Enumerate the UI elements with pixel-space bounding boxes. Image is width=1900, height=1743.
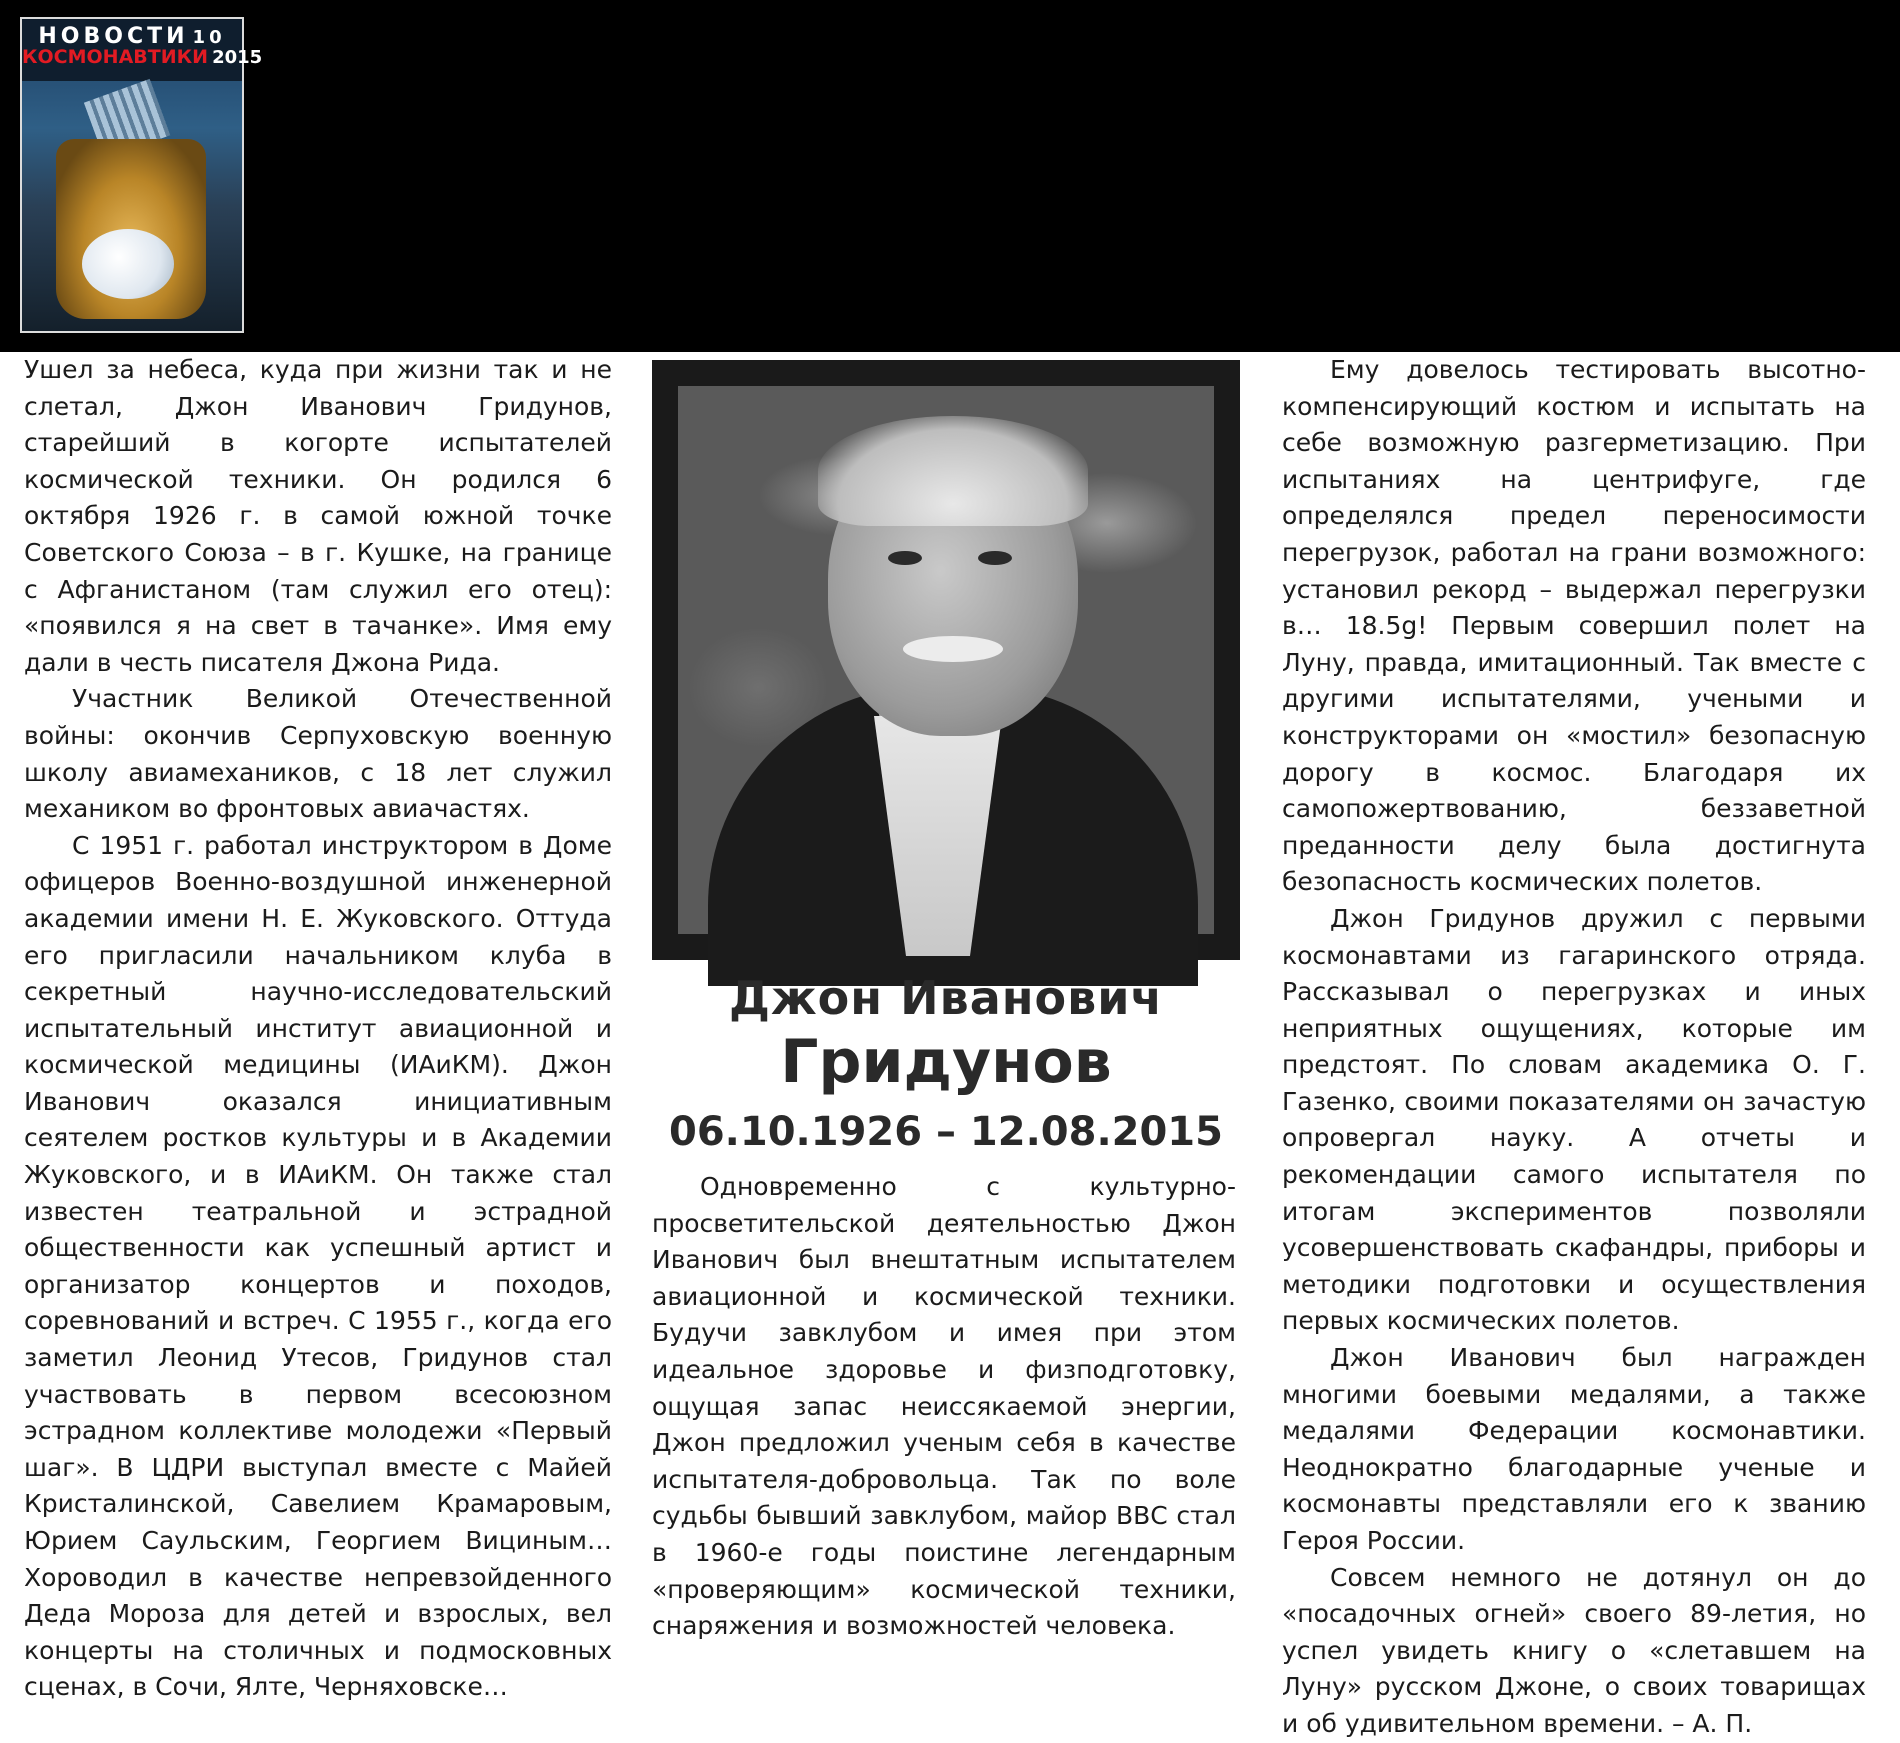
article-column-1 [24, 352, 612, 1706]
article-column-3 [1282, 352, 1866, 1743]
obituary-name-line2: Гридунов [780, 1027, 1112, 1097]
magazine-cover-thumbnail[interactable] [20, 17, 263, 333]
portrait-moustache [903, 636, 1003, 662]
obituary-dates: 06.10.1926 – 12.08.2015 [669, 1109, 1223, 1155]
cover-title-line1: НОВОСТИ [38, 24, 189, 49]
col3-paragraph-1: Ему довелось тестировать высотно-компенсирующий костюм и испытать на себе возможную разгерметизацию. При испытаниях на центрифуге, где определялся предел переносимости перегрузок, работал на грани возможного: установил рекорд – выдержал перегрузки в… 18.5g! Первым совершил полет на Луну, правда, имитационный. Так вместе с другими испытателями, учеными и конструкторами он «мостил» безопасную дорогу в космос. Благодаря их самопожертвованию, беззаветной преданности делу была достигнута безопасность космических полетов. [1282, 355, 1866, 897]
col3-paragraph-2: Джон Гридунов дружил с первыми космонавтами из гагаринского отряда. Рассказывал о перегрузках и иных неприятных ощущениях, которые им предстоят. По словам академика О. Г. Газенко, своими показателями он зачастую опровергал науку. А отчеты и рекомендации самого испытателя по итогам экспериментов позволяли усовершенствовать скафандры, приборы и методики подготовки и осуществления первых космических полетов. [1282, 903, 1866, 1336]
portrait-right-eye [978, 551, 1012, 565]
col3-paragraph-4: Совсем немного не дотянул он до «посадочных огней» своего 89-летия, но успел увидеть книгу о «слетавшем на Луну» русском Джоне, о своих товарищах и об удивительном времени. – А. П. [1282, 1562, 1866, 1738]
portrait-hair [818, 416, 1088, 526]
portrait-image [678, 386, 1214, 934]
col1-paragraph-2: Участник Великой Отечественной войны: окончив Серпуховскую военную школу авиамехаников, с 18 лет служил механиком во фронтовых авиачастях. [24, 684, 612, 824]
col2-paragraph-1: Одновременно с культурно-просветительской деятельностью Джон Иванович был внештатным испытателем авиационной и космической техники. Будучи завклубом и имея при этом идеальное здоровье и физподготовку, ощущая запас неиссякаемой энергии, Джон предложил ученым себя в качестве испытателя-добровольца. Так по воле судьбы бывший завклубом, майор ВВС стал в 1960-е годы поистине легендарным «проверяющим» космической техники, снаряжения и возможностей человека. [652, 1172, 1236, 1641]
cover-title-line2: КОСМОНАВТИКИ [22, 46, 209, 69]
col3-paragraph-3: Джон Иванович был награжден многими боевыми медалями, а также медалями Федерации космонавтики. Неоднократно благодарные ученые и космонавты представляли его к званию Героя России. [1282, 1343, 1866, 1555]
cover-spacecraft-dome-image [82, 229, 174, 299]
header-bar [0, 0, 1900, 352]
cover-issue: 10 [192, 27, 226, 48]
article-column-2 [652, 1169, 1236, 1645]
col1-paragraph-3: С 1951 г. работал инструктором в Доме офицеров Военно-воздушной инженерной академии имени Н. Е. Жуковского. Оттуда его пригласили начальником клуба в секретный научно-исследовательский испытательный институт авиационной и космической медицины (ИАиКМ). Джон Иванович оказался инициативным сеятелем ростков культуры и в Академии Жуковского, и в ИАиКМ. Он также стал известен театральной и эстрадной общественности как успешный артист и организатор концертов и походов, соревнований и встреч. С 1955 г., когда его заметил Леонид Утесов, Гридунов стал участвовать в первом всесоюзном эстрадном коллективе молодежи «Первый шаг». В ЦДРИ выступал вместе с Майей Кристалинской, Савелием Крамаровым, Юрием Саульским, Георгием Вициным… Хороводил в качестве непревзойденного Деда Мороза для детей и взрослых, вел концерты на столичных и подмосковных сценах, в Сочи, Ялте, Черняховске… [24, 830, 612, 1702]
cover-title [22, 24, 263, 69]
portrait-photo [652, 360, 1240, 960]
portrait-left-eye [888, 551, 922, 565]
obituary-name-line1: Джон Иванович [728, 971, 1164, 1025]
cover-year: 2015 [212, 47, 263, 69]
col1-paragraph-1: Ушел за небеса, куда при жизни так и не слетал, Джон Иванович Гридунов, старейший в когорте испытателей космической техники. Он родился 6 октября 1926 г. в самой южной точке Советского Союза – в г. Кушке, на границе с Афганистаном (там служил его отец): «появился я на свет в тачанке». Имя ему дали в честь писателя Джона Рида. [24, 355, 612, 677]
